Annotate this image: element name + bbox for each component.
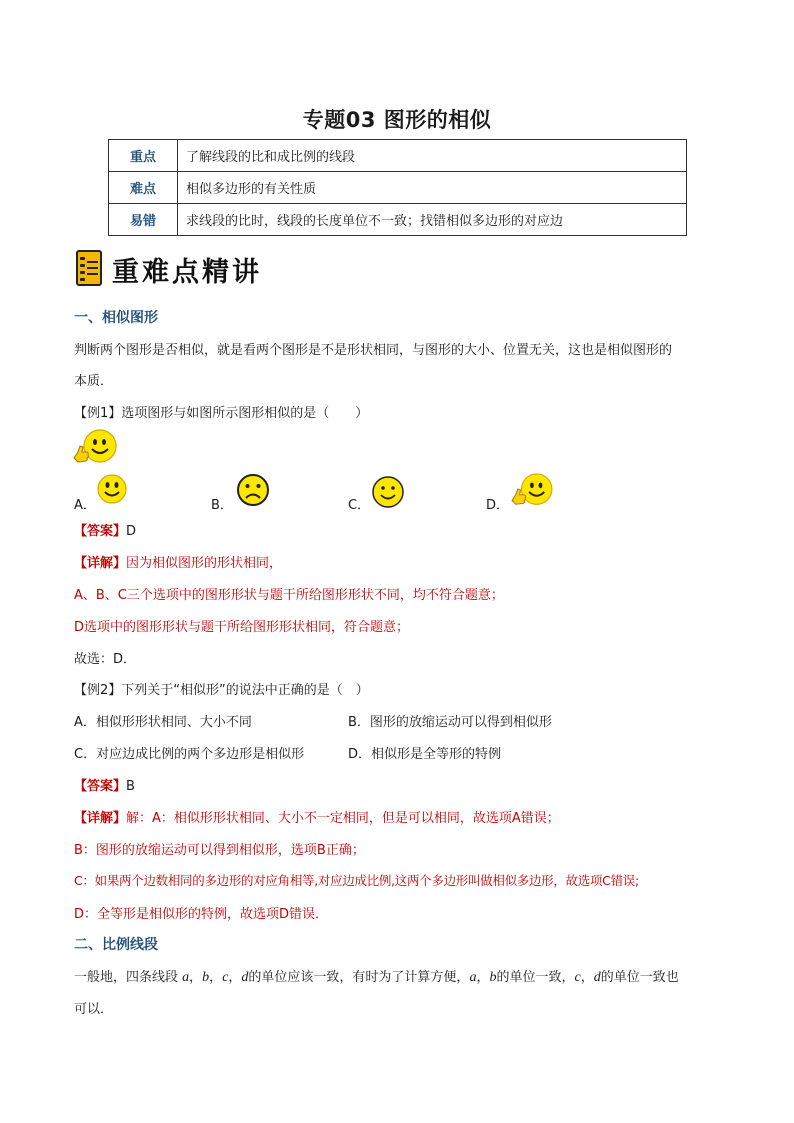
answer-label: 【答案】: [74, 524, 127, 539]
row-label: 难点: [109, 172, 178, 204]
detail-line: [74, 807, 560, 826]
detail-line: C：如果两个边数相同的多边形的对应角相等,对应边成比例,这两个多边形叫做相似多边形，故选项C错误;: [74, 873, 639, 888]
paragraph-line: 判断两个图形是否相似，就是看两个图形是不是形状相同，与图形的大小、位置无关，这也是相似图形的: [74, 343, 673, 358]
paragraph-line: 可以．: [74, 1002, 114, 1017]
key-points-table: [108, 139, 687, 236]
option-letter: D．: [486, 498, 510, 513]
text-run: 的单位应该一致，有时为了计算方便，: [248, 970, 470, 985]
variable: c: [222, 970, 229, 985]
answer-label: 【答案】: [74, 779, 127, 794]
table-row: [109, 172, 687, 204]
variable: a: [182, 970, 190, 985]
section-heading: 一、相似图形: [74, 310, 158, 326]
table-row: [109, 204, 687, 236]
separator: ，: [580, 970, 594, 985]
text-run: 的单位一致也: [600, 970, 679, 985]
separator: ，: [476, 970, 490, 985]
page-title: 专题03 图形的相似: [302, 108, 492, 132]
option-letter: A．: [74, 498, 96, 513]
detail-line: A、B、C三个选项中的图形形状与题干所给图形形状不同，均不符合题意；: [74, 588, 504, 603]
detail-line: B：图形的放缩运动可以得到相似形，选项B正确；: [74, 843, 365, 858]
section-heading: 二、比例线段: [74, 937, 158, 953]
row-content: 求线段的比时，线段的长度单位不一致；找错相似多边形的对应边: [178, 204, 687, 236]
table-row: [109, 140, 687, 172]
option-item: A．相似形形状相同、大小不同: [74, 715, 252, 730]
detail-label: 【详解】: [74, 556, 127, 571]
variable: a: [469, 970, 477, 985]
answer-value: D: [126, 524, 137, 539]
separator: ，: [228, 970, 242, 985]
sad-face-icon: [235, 472, 271, 508]
variable: b: [202, 970, 210, 985]
conclusion-line: 故选：D．: [74, 652, 137, 667]
option-letter: B．: [211, 498, 233, 513]
detail-line: [74, 552, 282, 571]
option-item: D．相似形是全等形的特例: [348, 747, 502, 762]
example-question: 【例1】选项图形与如图所示图形相似的是（ ）: [74, 406, 369, 421]
text-run: 一般地，四条线段: [74, 970, 179, 985]
detail-line: D：全等形是相似形的特例，故选项D错误．: [74, 907, 329, 922]
detail-text: 因为相似图形的形状相同，: [126, 556, 283, 571]
row-label: 重点: [109, 140, 178, 172]
thumbs-up-smiley-icon: [508, 472, 554, 510]
variable: b: [489, 970, 497, 985]
option-item: C．对应边成比例的两个多边形是相似形: [74, 747, 305, 762]
row-label: 易错: [109, 204, 178, 236]
thumbs-up-smiley-icon: [70, 428, 118, 468]
row-content: 了解线段的比和成比例的线段: [178, 140, 687, 172]
answer-line: [74, 775, 135, 794]
variable: d: [241, 970, 249, 985]
paragraph-line: [74, 966, 679, 986]
detail-label: 【详解】: [74, 811, 127, 826]
separator: ，: [189, 970, 203, 985]
smiley-face-icon: [371, 475, 405, 509]
text-run: 的单位一致，: [496, 970, 575, 985]
option-item: B．图形的放缩运动可以得到相似形: [348, 715, 552, 730]
detail-text: 解：A：相似形形状相同、大小不一定相同，但是可以相同，故选项A错误；: [126, 811, 560, 826]
notebook-icon: [76, 250, 102, 286]
example-question: 【例2】下列关于“相似形”的说法中正确的是（ ）: [74, 683, 369, 698]
banner-title: 重难点精讲: [112, 257, 262, 288]
answer-value: B: [126, 779, 135, 794]
variable: d: [593, 970, 601, 985]
option-letter: C．: [348, 498, 371, 513]
smiley-face-icon: [96, 473, 128, 505]
row-content: 相似多边形的有关性质: [178, 172, 687, 204]
answer-line: [74, 520, 136, 539]
separator: ，: [209, 970, 223, 985]
detail-line: D选项中的图形形状与题干所给图形形状相同，符合题意；: [74, 620, 410, 635]
variable: c: [574, 970, 581, 985]
paragraph-line: 本质．: [74, 374, 114, 389]
